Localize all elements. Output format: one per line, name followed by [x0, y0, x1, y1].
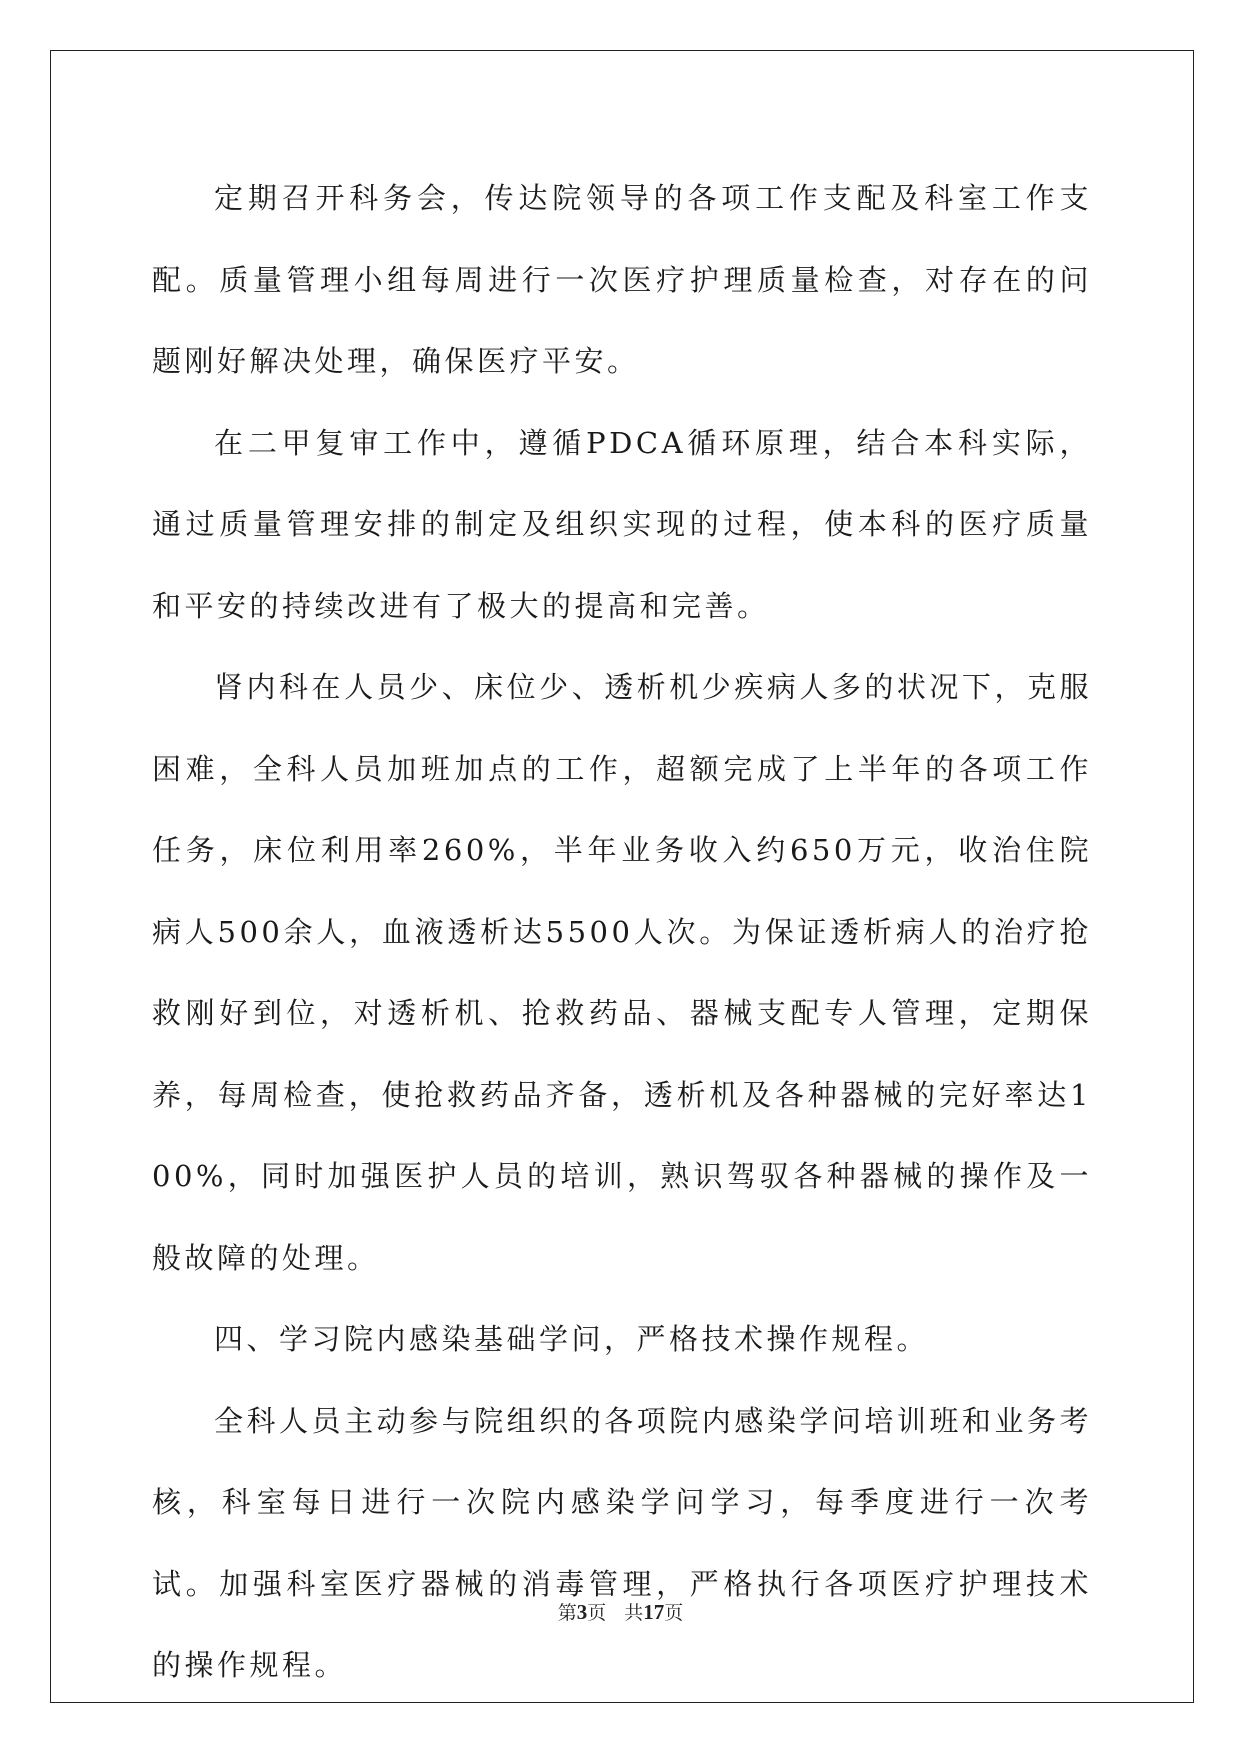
total-pages: 17 — [643, 1600, 665, 1624]
paragraph-3: 肾内科在人员少、床位少、透析机少疾病人多的状况下，克服困难，全科人员加班加点的工作，超额完成了上半年的各项工作任务，床位利用率260%，半年业务收入约650万元，收治住院病人500余人，血液透析达5500人次。为保证透析病人的治疗抢救刚好到位，对透析机、抢救药品、器械支配专人管理，定期保养，每周检查，使抢救药品齐备，透析机及各种器械的完好率达100%，同时加强医护人员的培训，熟识驾驭各种器械的操作及一般故障的处理。 — [152, 670, 1092, 1275]
paragraph-1: 定期召开科务会，传达院领导的各项工作支配及科室工作支配。质量管理小组每周进行一次医疗护理质量检查，对存在的问题刚好解决处理，确保医疗平安。 — [152, 181, 1092, 378]
page-suffix: 页 — [587, 1602, 607, 1624]
document-body — [152, 158, 1092, 1707]
paragraph-5: 全科人员主动参与院组织的各项院内感染学问培训班和业务考核，科室每日进行一次院内感染学问学习，每季度进行一次考试。加强科室医疗器械的消毒管理，严格执行各项医疗护理技术的操作规程。 — [152, 1403, 1092, 1682]
page-footer — [0, 1598, 1241, 1625]
page-prefix: 第 — [557, 1602, 577, 1624]
total-suffix: 页 — [664, 1602, 684, 1624]
page-number: 3 — [576, 1600, 588, 1624]
total-prefix: 共 — [624, 1602, 644, 1624]
paragraph-2: 在二甲复审工作中，遵循PDCA循环原理，结合本科实际，通过质量管理安排的制定及组织实现的过程，使本科的医疗质量和平安的持续改进有了极大的提高和完善。 — [152, 425, 1092, 623]
section-heading-4: 四、学习院内感染基础学问，严格技术操作规程。 — [214, 1322, 930, 1356]
